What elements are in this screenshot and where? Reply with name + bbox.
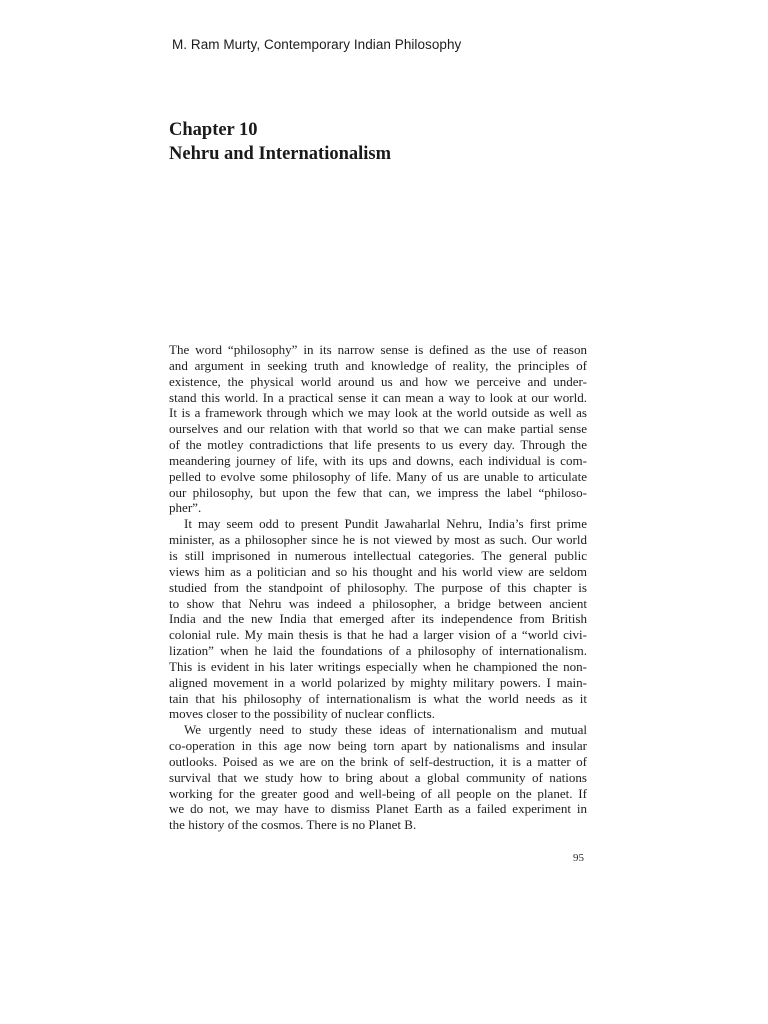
chapter-number: Chapter 10 [169,120,258,140]
text-line: existence, the physical world around us and how we perceive and under- [169,373,587,389]
text-line: outlooks. Poised as we are on the brink of self-destruction, it is a matter of [169,753,587,769]
text-line: is still imprisoned in numerous intellectual categories. The general public [169,547,587,563]
text-line: meandering journey of life, with its ups and downs, each individual is com- [169,452,587,468]
text-line: and argument in seeking truth and knowledge of reality, the principles of [169,357,587,373]
text-line: aligned movement in a world polarized by mighty military powers. I main- [169,674,587,690]
text-line: colonial rule. My main thesis is that he had a larger vision of a “world civi- [169,627,587,643]
text-line: the history of the cosmos. There is no Planet B. [169,817,417,833]
text-line: working for the greater good and well-being of all people on the planet. If [169,785,587,801]
chapter-title: Nehru and Internationalism [169,144,392,164]
text-line: of the motley contradictions that life presents to us every day. Through the [169,437,587,453]
text-line: moves closer to the possibility of nuclear conflicts. [169,706,435,722]
text-line: our philosophy, but upon the few that can, we impress the label “philoso- [169,484,587,500]
text-line: survival that we study how to bring about a global community of nations [169,769,587,785]
text-line: pelled to evolve some philosophy of life. Many of us are unable to articulate [169,468,587,484]
text-line: co-operation in this age now being torn apart by nationalisms and insular [169,738,587,754]
paragraph-2 [169,516,587,722]
text-line: to show that Nehru was indeed a philosopher, a bridge between ancient [169,595,587,611]
body-text [169,342,587,833]
running-header: M. Ram Murty, Contemporary Indian Philosophy [172,37,462,52]
text-line: stand this world. In a practical sense it can mean a way to look at our world. [169,389,587,405]
paragraph-3 [169,722,587,833]
text-line: India and the new India that emerged after its independence from British [169,611,587,627]
text-line: We urgently need to study these ideas of internationalism and mutual [184,722,587,738]
page-number: 95 [573,852,584,864]
text-line: minister, as a philosopher since he is not viewed by most as such. Our world [169,532,587,548]
text-line: This is evident in his later writings especially when he championed the non- [169,658,587,674]
paragraph-1 [169,342,587,516]
text-line: studied from the standpoint of philosophy. The purpose of this chapter is [169,579,587,595]
text-line: ourselves and our relation with that world so that we can make partial sense [169,421,587,437]
text-line: we do not, we may have to dismiss Planet Earth as a failed experiment in [169,801,587,817]
text-line: views him as a politician and so his thought and his world view are seldom [169,563,587,579]
text-line: pher”. [169,500,202,516]
text-line: It may seem odd to present Pundit Jawaharlal Nehru, India’s first prime [184,516,587,532]
text-line: tain that his philosophy of internationalism is what the world needs as it [169,690,587,706]
text-line: It is a framework through which we may look at the world outside as well as [169,405,587,421]
text-line: The word “philosophy” in its narrow sense is defined as the use of reason [169,342,587,357]
text-line: lization” when he laid the foundations of a philosophy of internationalism. [169,643,587,659]
